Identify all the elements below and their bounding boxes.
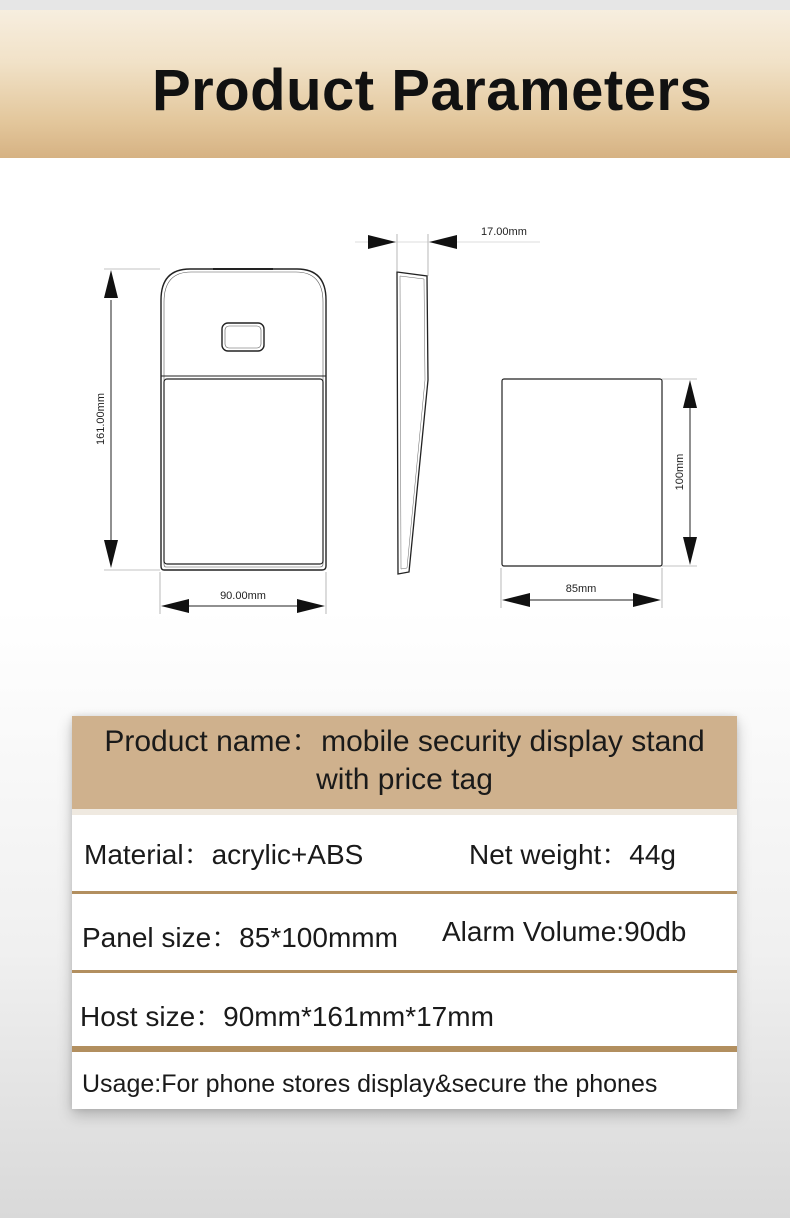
top-border-strip (0, 0, 790, 10)
panel-size-text: Panel size：85*100mmm (82, 922, 398, 953)
spec-row-material-weight (72, 815, 737, 891)
net-weight-text: Net weight：44g (469, 839, 677, 870)
front-height-label: 161.00mm (95, 393, 107, 445)
front-width-dimension (160, 572, 326, 614)
panel-height-label: 100mm (674, 453, 686, 491)
page-title: Product Parameters (152, 58, 713, 123)
price-tag-panel (164, 379, 323, 564)
front-width-label: 90.00mm (220, 590, 266, 602)
panel-view (501, 379, 697, 608)
side-thickness-label: 17.00mm (481, 226, 527, 238)
product-name-row (72, 716, 737, 809)
title-banner (0, 10, 790, 158)
dimension-drawing (0, 158, 790, 678)
panel-width-label: 85mm (565, 583, 597, 595)
side-view-outline (397, 272, 428, 574)
front-height-dimension (95, 269, 160, 570)
product-name-text: Product name：mobile security display stand with price tag (104, 725, 705, 796)
spec-row-usage (72, 1052, 737, 1109)
alarm-volume-text: Alarm Volume:90db (442, 916, 687, 947)
host-size-text: Host size：90mm*161mm*17mm (80, 1001, 494, 1032)
panel-view-outline (502, 379, 662, 566)
usage-text: Usage:For phone stores display&secure the phones (82, 1070, 658, 1098)
front-view (161, 269, 326, 570)
material-text: Material：acrylic+ABS (84, 839, 364, 870)
spec-row-host-size (72, 973, 737, 1046)
spec-table (72, 716, 737, 1109)
alarm-host-window (222, 323, 264, 351)
spec-row-panel-alarm (72, 894, 737, 970)
